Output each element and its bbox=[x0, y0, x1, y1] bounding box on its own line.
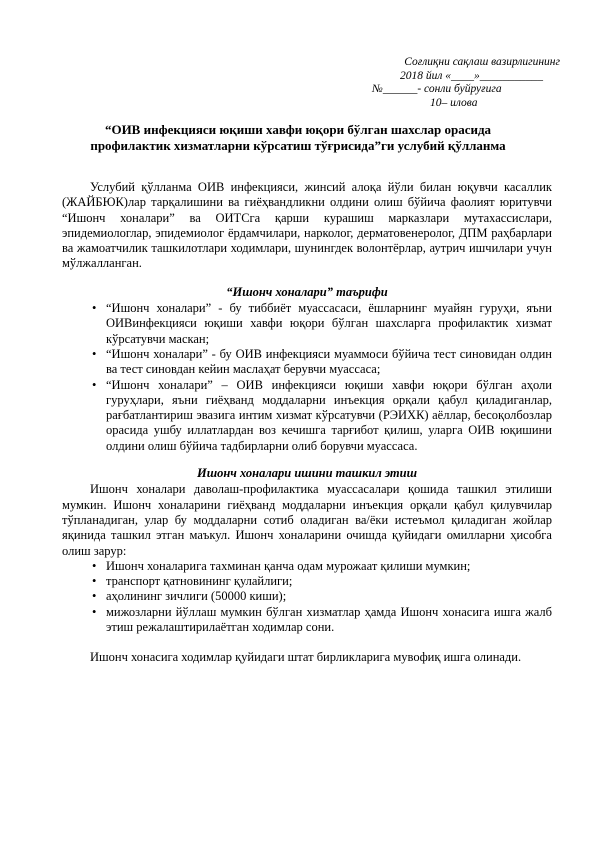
list-item: • “Ишонч хоналари” - бу тиббиёт муассасаси, ёшларнинг муайян гуруҳи, яъни ОИВинфекцияси юқиши хавфи юқори бўлган шахсларга профилактик хизмат кўрсатувчи маскан; bbox=[106, 301, 552, 347]
list-item: • аҳолининг зичлиги (50000 киши); bbox=[106, 589, 552, 604]
header-line-1: Соғлиқни сақлаш вазирлигининг bbox=[404, 56, 560, 68]
header-line-4: 10– илова bbox=[430, 96, 478, 109]
title-line-1: “ОИВ инфекцияси юқиши хавфи юқори бўлган шахслар орасида bbox=[104, 122, 492, 137]
list-item: • Ишонч хоналарига тахминан қанча одам мурожаат қилиши мумкин; bbox=[106, 559, 552, 574]
list-item: • “Ишонч хоналари” – ОИВ инфекцияси юқиши хавфи юқори бўлган аҳоли гуруҳлари, яъни гиёҳванд моддаларни инъекция орқали қабул қиладиганлар, рағбатлантириш эвазига интим хизмат кўрсатувчи (РЭИХК) аёллар, бесоқолбозлар орасида ушбу иллатлардан воз кечишга тарғибот қилиш, уларга ОИВ юқишини олдини олиш бўйича тадбирларни олиб борувчи муассаса. bbox=[106, 378, 552, 454]
list-item: • транспорт қатновининг қулайлиги; bbox=[106, 574, 552, 589]
section-2-list bbox=[62, 559, 552, 635]
section-2-paragraph: Ишонч хоналари даволаш-профилактика муассасалари қошида ташкил этилиши мумкин. Ишонч хоналарини гиёҳванд моддаларни инъекция орқали қабул қилувчилар тўпланадиган, улар бу моддаларни сотиб оладиган ва/ёки истеъмол қиладиган жойлар яқинида ташкил этган маъкул. Ишонч хоналарини очишда қуйидаги омилларни ҳисобга олиш зарур: bbox=[62, 482, 552, 558]
header-line-3: №______- сонли буйруғига bbox=[372, 83, 502, 95]
approval-header bbox=[360, 56, 560, 110]
intro-paragraph: Услубий қўлланма ОИВ инфекцияси, жинсий алоқа йўли билан юқувчи касаллик (ЖАЙБЮК)лар тарқалишини ва гиёҳвандликни олдини олиш бўйича фаолият юритувчи “Ишонч хоналари” ва ОИТСга қарши курашиш марказлари мутахассислари, эпидемиологлар, эпидемиолог ёрдамчилари, нарколог, дерматовенеролог, ДПМ раҳбарлари ва жамоатчилик ташкилотлари ходимлари, шунингдек волонтёрлар, аутрич ишчилари учун мўлжалланган. bbox=[62, 180, 552, 271]
title-line-2: профилактик хизматларни кўрсатиш тўғрисида”ги услубий қўлланма bbox=[90, 138, 506, 153]
header-line-2: 2018 йил «____»___________ bbox=[400, 69, 544, 82]
section-2-title: Ишонч хоналари ишини ташкил этиш bbox=[196, 466, 418, 481]
section-1-title: “Ишонч хоналари” таърифи bbox=[226, 284, 388, 299]
document-title bbox=[50, 122, 546, 154]
list-item: • мижозларни йўллаш мумкин бўлган хизматлар ҳамда Ишонч хонасига ишга жалб этиш режалаштирилаётган ходимлар сони. bbox=[106, 605, 552, 636]
list-item: • “Ишонч хоналари” - бу ОИВ инфекцияси муаммоси бўйича тест синовидан олдин ва тест синовдан кейин маслаҳат берувчи муассаса; bbox=[106, 347, 552, 378]
document-body bbox=[62, 180, 552, 666]
closing-paragraph: Ишонч хонасига ходимлар қуйидаги штат бирликларига мувофиқ ишга олинади. bbox=[90, 650, 522, 665]
section-1-list bbox=[62, 301, 552, 454]
